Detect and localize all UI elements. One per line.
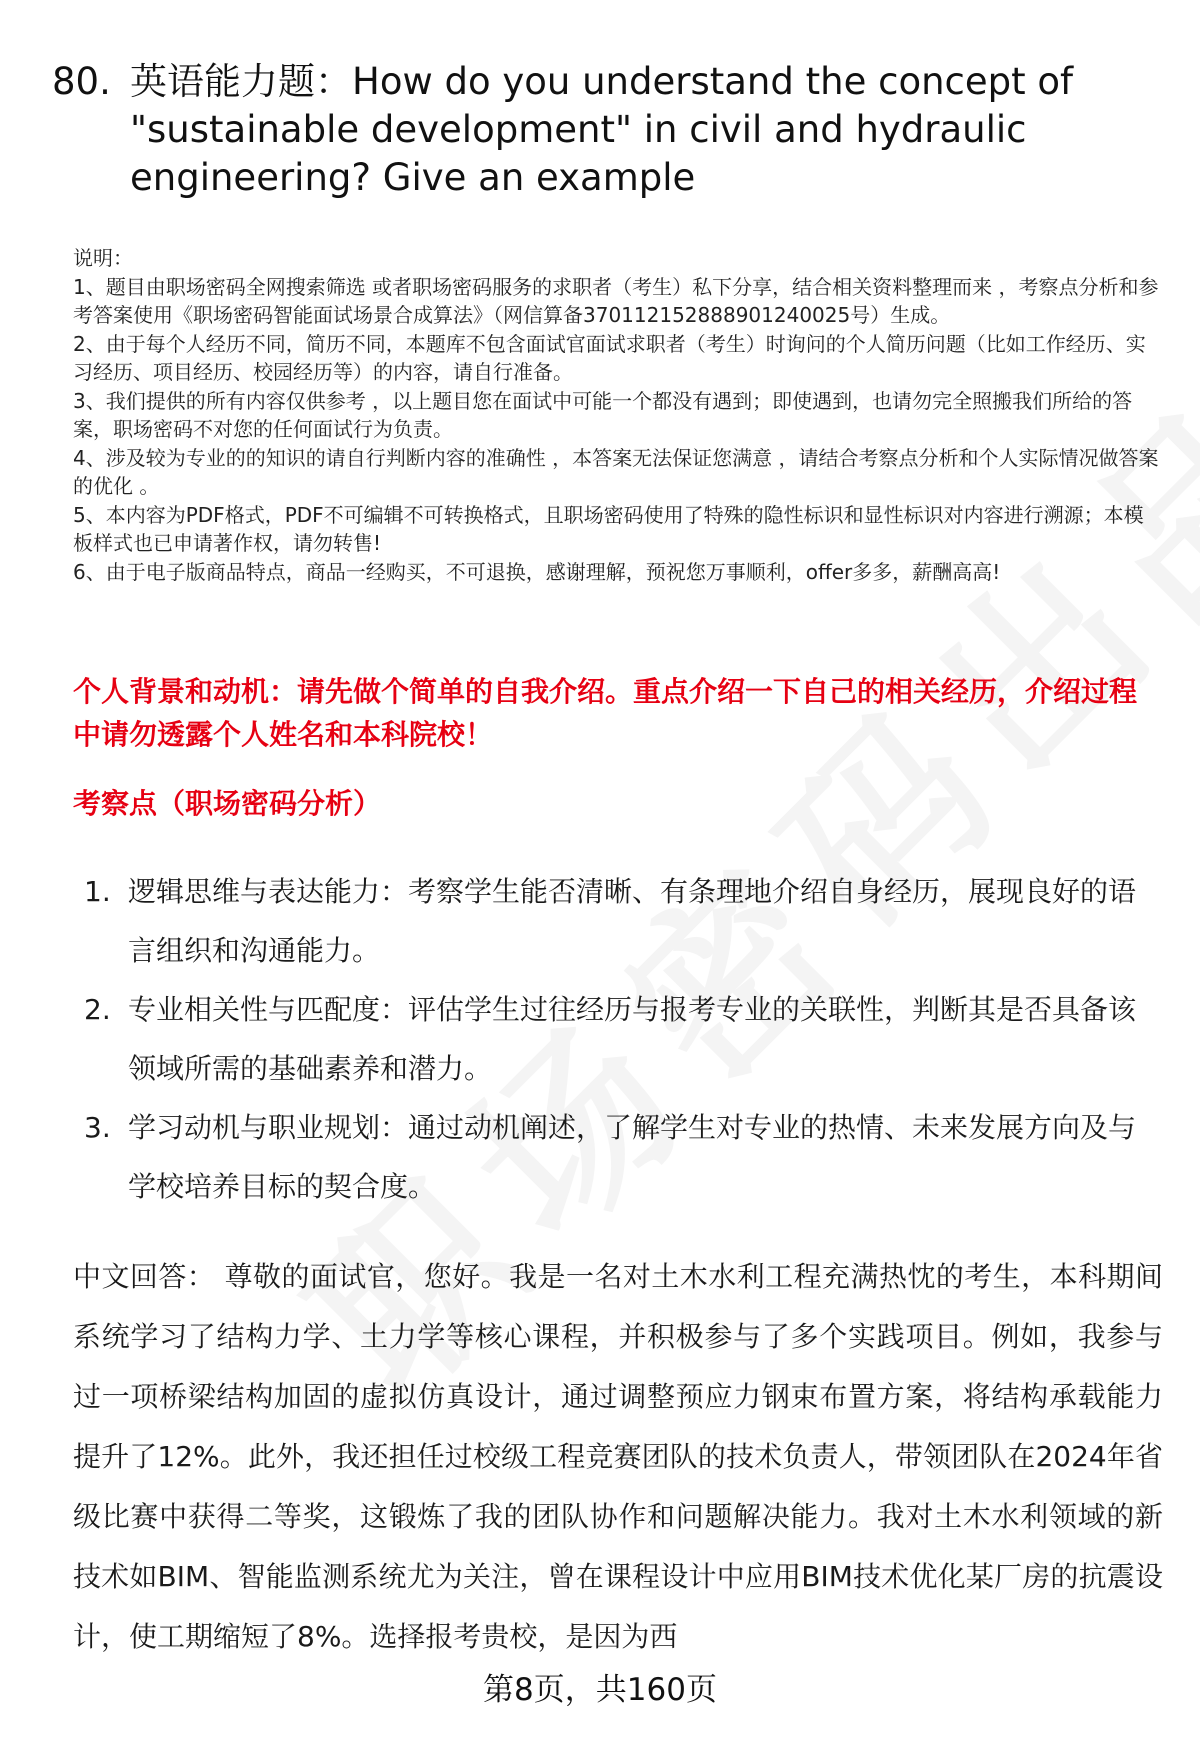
analysis-heading: 考察点（职场密码分析） [73, 787, 382, 820]
list-item [84, 1098, 1144, 1216]
analysis-points [84, 862, 1144, 1216]
point-text: 逻辑思维与表达能力：考察学生能否清晰、有条理地介绍自身经历，展现良好的语言组织和沟通能力。 [128, 875, 1137, 967]
notes-item: 6、由于电子版商品特点，商品一经购买，不可退换，感谢理解，预祝您万事顺利，offer多多，薪酬高高! [73, 559, 1001, 584]
notes-item: 5、本内容为PDF格式，PDF不可编辑不可转换格式，且职场密码使用了特殊的隐性标识和显性标识对内容进行溯源；本模板样式也已申请著作权，请勿转售! [73, 502, 1144, 555]
point-number: 3. [84, 1111, 111, 1144]
chinese-answer [73, 1247, 1163, 1667]
list-item [84, 862, 1144, 980]
page-number: 第8页，共160页 [483, 1672, 717, 1708]
point-text: 学习动机与职业规划：通过动机阐述，了解学生对专业的热情、未来发展方向及与学校培养目标的契合度。 [128, 1111, 1137, 1203]
question-title [52, 58, 1152, 202]
list-item [84, 980, 1144, 1098]
question-text: 英语能力题：How do you understand the concept of "sustainable development" in civil and hydraulic engineering? Give an example [130, 60, 1074, 199]
notes-heading: 说明： [73, 246, 133, 270]
notes-item: 2、由于每个人经历不同，简历不同，本题库不包含面试官面试求职者（考生）时询问的个人简历问题（比如工作经历、实习经历、项目经历、校园经历等）的内容，请自行准备。 [73, 331, 1146, 384]
disclaimer-notes [73, 244, 1163, 586]
answer-label: 中文回答： [73, 1260, 216, 1293]
point-number: 2. [84, 993, 111, 1026]
notes-item: 4、涉及较为专业的的知识的请自行判断内容的准确性 ，本答案无法保证您满意 ，请结合考察点分析和个人实际情况做答案的优化 。 [73, 445, 1159, 498]
answer-text: 尊敬的面试官，您好。我是一名对土木水利工程充满热忱的考生，本科期间系统学习了结构力学、土力学等核心课程，并积极参与了多个实践项目。例如，我参与过一项桥梁结构加固的虚拟仿真设计，通过调整预应力钢束布置方案，将结构承载能力提升了12%。此外，我还担任过校级工程竞赛团队的技术负责人，带领团队在2024年省级比赛中获得二等奖，这锻炼了我的团队协作和问题解决能力。我对土木水利领域的新技术如BIM、智能监测系统尤为关注，曾在课程设计中应用BIM技术优化某厂房的抗震设计，使工期缩短了8%。选择报考贵校，是因为西 [73, 1260, 1163, 1653]
point-text: 专业相关性与匹配度：评估学生过往经历与报考专业的关联性，判断其是否具备该领域所需的基础素养和潜力。 [128, 993, 1137, 1085]
question-number: 80. [52, 60, 111, 103]
notes-item: 3、我们提供的所有内容仅供参考 ，以上题目您在面试中可能一个都没有遇到；即使遇到，也请勿完全照搬我们所给的答案，职场密码不对您的任何面试行为负责。 [73, 388, 1133, 441]
notes-item: 1、题目由职场密码全网搜索筛选 或者职场密码服务的求职者（考生）私下分享，结合相关资料整理而来 ，考察点分析和参考答案使用《职场密码智能面试场景合成算法》（网信算备370112152888901240025号）生成。 [73, 274, 1159, 327]
point-number: 1. [84, 875, 111, 908]
background-prompt: 个人背景和动机：请先做个简单的自我介绍。重点介绍一下自己的相关经历，介绍过程中请勿透露个人姓名和本科院校！ [73, 675, 1138, 751]
